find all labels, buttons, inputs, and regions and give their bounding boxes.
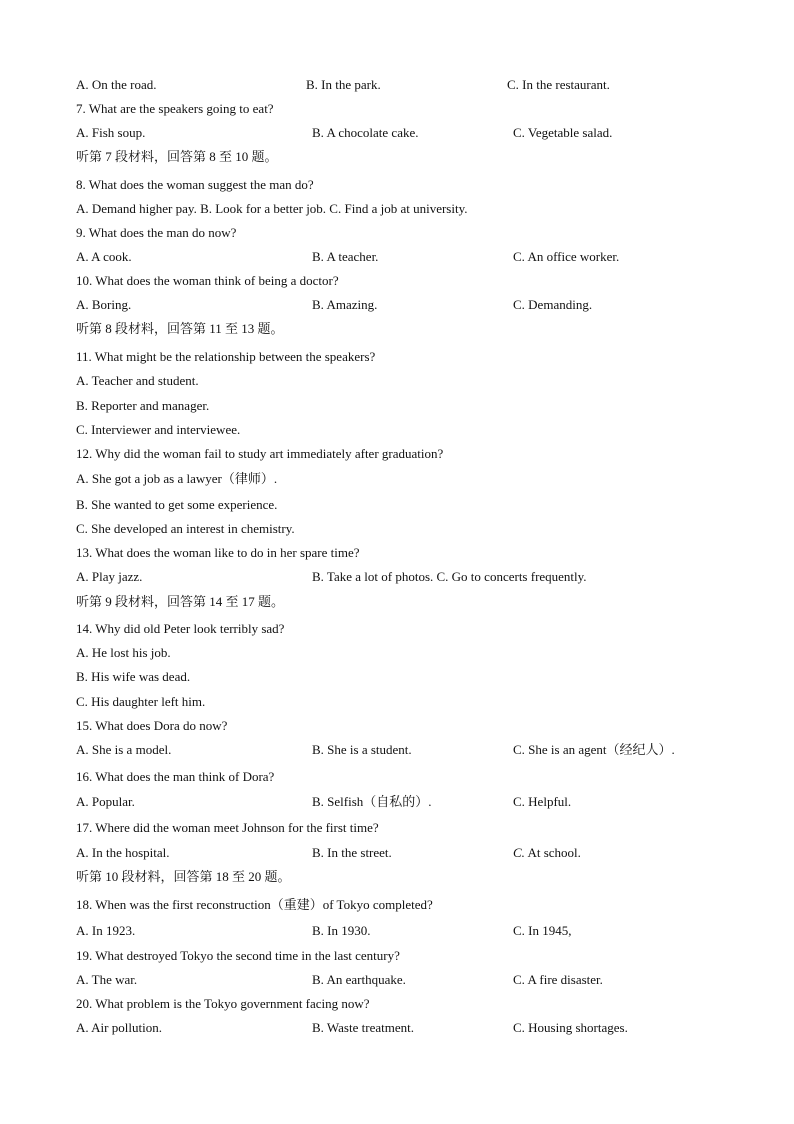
options-row-q19 [76,972,736,988]
question-20: 20. What problem is the Tokyo government facing now? [76,996,370,1011]
option-c: C. Helpful. [513,794,572,809]
options-row-q15 [76,742,736,758]
section-heading-10: 听第 10 段材料，回答第 18 至 20 题。 [76,869,291,884]
option-14-b: B. His wife was dead. [76,669,191,684]
question-8: 8. What does the woman suggest the man do? [76,177,314,192]
option-b: B. A chocolate cake. [312,125,419,140]
option-14-a: A. He lost his job. [76,645,171,660]
option-a: A. In the hospital. [76,845,170,860]
option-a: A. Air pollution. [76,1020,162,1035]
options-row-q17 [76,845,736,861]
option-b: B. Amazing. [312,297,378,312]
options-row-q9 [76,249,736,265]
section-heading-7: 听第 7 段材料，回答第 8 至 10 题。 [76,149,278,164]
question-11: 11. What might be the relationship between the speakers? [76,349,376,364]
section-heading-8: 听第 8 段材料，回答第 11 至 13 题。 [76,321,284,336]
option-11-b: B. Reporter and manager. [76,398,210,413]
option-b: B. In the street. [312,845,392,860]
options-row-q10 [76,297,736,313]
question-9: 9. What does the man do now? [76,225,237,240]
option-c: C. In 1945, [513,923,572,938]
option-14-c: C. His daughter left him. [76,694,206,709]
question-18: 18. When was the first reconstruction（重建）of Tokyo completed? [76,897,433,912]
question-14: 14. Why did old Peter look terribly sad? [76,621,285,636]
option-11-c: C. Interviewer and interviewee. [76,422,241,437]
option-b: B. She is a student. [312,742,412,757]
option-c: C. A fire disaster. [513,972,603,987]
options-row-q6 [76,77,736,93]
option-12-b: B. She wanted to get some experience. [76,497,278,512]
option-a: A. In 1923. [76,923,136,938]
options-row-q16 [76,794,736,810]
option-c: C. In the restaurant. [507,77,610,92]
options-row-q20 [76,1020,736,1036]
question-16: 16. What does the man think of Dora? [76,769,275,784]
question-17: 17. Where did the woman meet Johnson for the first time? [76,820,379,835]
option-b: B. An earthquake. [312,972,406,987]
options-row-q7 [76,125,736,141]
section-heading-9: 听第 9 段材料，回答第 14 至 17 题。 [76,594,285,609]
option-a: A. A cook. [76,249,132,264]
option-c: C. Vegetable salad. [513,125,613,140]
options-line-q8: A. Demand higher pay. B. Look for a better job. C. Find a job at university. [76,201,468,216]
option-12-c: C. She developed an interest in chemistry. [76,521,295,536]
options-row-q13 [76,569,736,585]
option-c: C. An office worker. [513,249,620,264]
option-b: B. Waste treatment. [312,1020,414,1035]
option-a: A. Play jazz. [76,569,143,584]
option-c: C. Demanding. [513,297,593,312]
option-a: A. Boring. [76,297,132,312]
option-c: C. Housing shortages. [513,1020,628,1035]
option-a: A. She is a model. [76,742,172,757]
question-12: 12. Why did the woman fail to study art immediately after graduation? [76,446,444,461]
question-13: 13. What does the woman like to do in her spare time? [76,545,360,560]
question-7: 7. What are the speakers going to eat? [76,101,274,116]
option-b: B. In 1930. [312,923,371,938]
option-c [513,845,581,861]
option-b-c: B. Take a lot of photos. C. Go to concerts frequently. [312,569,587,584]
question-10: 10. What does the woman think of being a doctor? [76,273,339,288]
option-11-a: A. Teacher and student. [76,373,199,388]
option-a: A. The war. [76,972,138,987]
option-a: A. Fish soup. [76,125,146,140]
option-a: A. On the road. [76,77,157,92]
question-15: 15. What does Dora do now? [76,718,228,733]
option-a: A. Popular. [76,794,135,809]
option-b: B. In the park. [306,77,381,92]
option-c-letter: C. [513,845,525,860]
option-12-a: A. She got a job as a lawyer（律师）. [76,471,278,486]
question-19: 19. What destroyed Tokyo the second time in the last century? [76,948,400,963]
options-row-q18 [76,923,736,939]
option-c: C. She is an agent（经纪人）. [513,742,675,757]
option-b: B. Selfish（自私的）. [312,794,432,809]
option-c-text: At school. [524,845,581,860]
option-b: B. A teacher. [312,249,379,264]
